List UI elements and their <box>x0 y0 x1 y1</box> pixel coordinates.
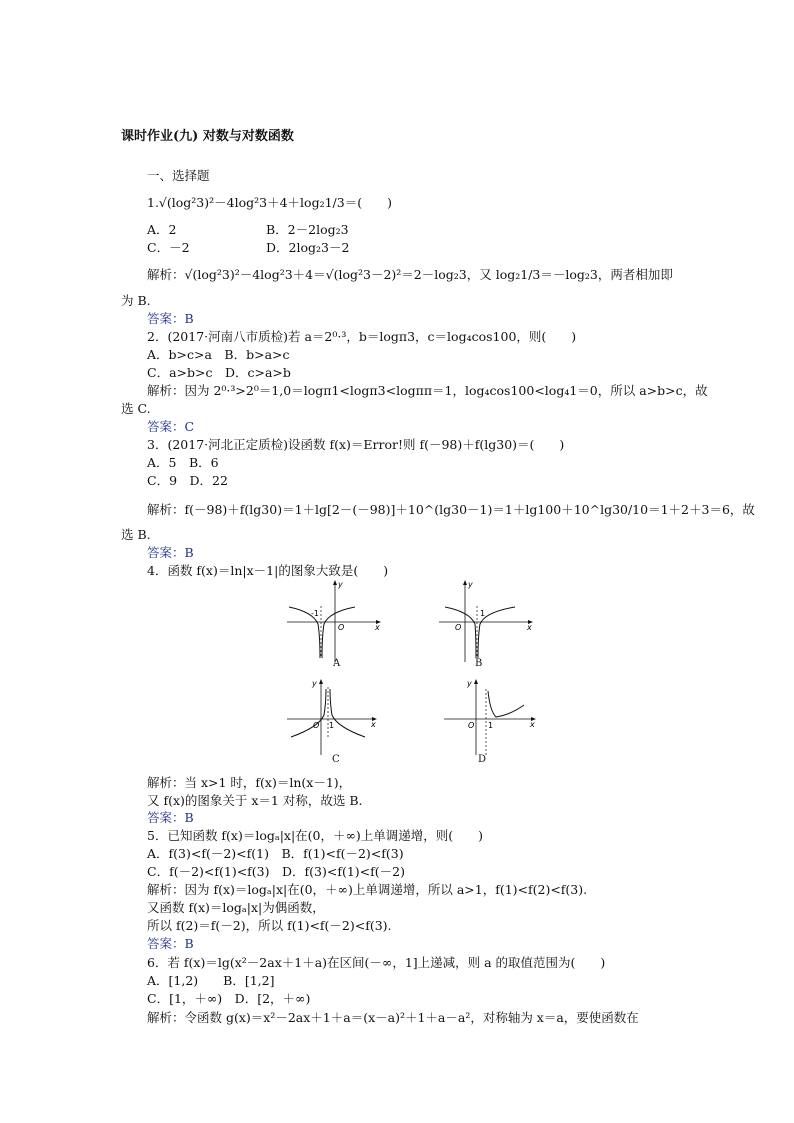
q1-option-c: C．－2 <box>147 240 190 255</box>
q5-analysis-1: 解析：因为 f(x)＝logₐ|x|在(0，＋∞)上单调递增，所以 a>1，f(1)<f(2)<f(3). <box>147 882 588 897</box>
graph-b <box>435 578 545 666</box>
graph-c-origin: O <box>313 721 320 730</box>
graph-c-x-label: x <box>371 720 376 729</box>
q1-option-d: D．2log₂3－2 <box>266 240 350 255</box>
q2-options-cd: C．a>b>c D．c>a>b <box>147 365 291 380</box>
q3-options-cd: C．9 D．22 <box>147 473 228 488</box>
graph-c <box>283 677 393 759</box>
section-heading: 一、选择题 <box>147 168 210 183</box>
q3-options-ab: A．5 B．6 <box>147 455 219 470</box>
q6-analysis: 解析：令函数 g(x)＝x²－2ax＋1＋a＝(x－a)²＋1＋a－a²，对称轴为 x＝a，要使函数在 <box>147 1010 639 1025</box>
q1-option-a: A．2 <box>147 222 177 237</box>
q3-answer: 答案：B <box>147 545 194 560</box>
q5-answer: 答案：B <box>147 936 194 951</box>
q5-stem: 5．已知函数 f(x)＝logₐ|x|在(0，＋∞)上单调递增，则( ) <box>147 828 484 843</box>
graph-a-y-label: y <box>338 580 343 589</box>
q5-options-cd: C．f(－2)<f(1)<f(3) D．f(3)<f(1)<f(－2) <box>147 864 405 879</box>
graph-d-origin: O <box>468 721 475 730</box>
graph-a-label: A <box>333 658 341 669</box>
q1-option-b: B．2－2log₂3 <box>266 222 349 237</box>
q5-analysis-2: 又函数 f(x)＝logₐ|x|为偶函数， <box>147 900 325 915</box>
q4-stem: 4．函数 f(x)＝ln|x－1|的图象大致是( ) <box>147 563 389 578</box>
q5-analysis-3: 所以 f(2)＝f(－2)，所以 f(1)<f(－2)<f(3). <box>147 918 392 933</box>
q5-options-ab: A．f(3)<f(－2)<f(1) B．f(1)<f(－2)<f(3) <box>147 846 404 861</box>
q2-analysis: 解析：因为 2⁰·³>2⁰＝1,0＝logπ1<logπ3<logππ＝1，log₄cos100<log₄1＝0，所以 a>b>c，故 <box>147 383 708 398</box>
graph-b-y-label: y <box>468 580 473 589</box>
graph-d-label: D <box>478 754 487 765</box>
graph-c-tick: 1 <box>329 721 335 730</box>
graph-b-origin: O <box>455 623 462 632</box>
q4-answer: 答案：B <box>147 810 194 825</box>
graph-a <box>283 578 393 666</box>
graph-d-tick: 1 <box>488 721 494 730</box>
q6-options-cd: C．[1，＋∞) D．[2，＋∞) <box>147 991 311 1006</box>
q2-stem: 2．(2017·河南八市质检)若 a＝2⁰·³，b＝logπ3，c＝log₄cos100，则( ) <box>147 329 577 344</box>
graph-d-y-label: y <box>467 679 472 688</box>
graph-c-y-label: y <box>312 679 317 688</box>
q6-options-ab: A．[1,2) B．[1,2] <box>147 973 275 988</box>
graph-b-tick: 1 <box>480 609 486 618</box>
q3-analysis: 解析：f(－98)＋f(lg30)＝1＋lg[2－(－98)]＋10^(lg30－1)＝1＋lg100＋10^lg30/10＝1＋2＋3＝6，故 <box>147 502 755 517</box>
page-title: 课时作业(九) 对数与对数函数 <box>121 129 294 144</box>
graph-a-x-label: x <box>375 623 380 632</box>
q2-options-ab: A．b>c>a B．b>a>c <box>147 347 290 362</box>
q4-analysis-2: 又 f(x)的图象关于 x＝1 对称，故选 B. <box>147 793 363 808</box>
graph-d-x-label: x <box>530 720 535 729</box>
q3-analysis-cont: 选 B. <box>121 527 151 542</box>
q1-analysis: 解析：√(log²3)²－4log²3＋4＝√(log²3－2)²＝2－log₂3，又 log₂1/3＝－log₂3，两者相加即 <box>147 267 673 282</box>
graph-c-label: C <box>332 754 340 765</box>
q2-answer: 答案：C <box>147 419 195 434</box>
q1-answer: 答案：B <box>147 311 194 326</box>
graph-d <box>440 677 550 759</box>
graph-b-x-label: x <box>527 623 532 632</box>
graph-b-label: B <box>475 658 483 669</box>
q3-stem: 3．(2017·河北正定质检)设函数 f(x)＝Error!则 f(－98)＋f(lg30)＝( ) <box>147 437 565 452</box>
q4-analysis-1: 解析：当 x>1 时，f(x)＝ln(x－1)， <box>147 775 352 790</box>
q2-analysis-cont: 选 C. <box>121 401 151 416</box>
graph-a-tick: -1 <box>311 609 319 618</box>
q1-stem: 1.√(log²3)²－4log²3＋4＋log₂1/3＝( ) <box>147 195 392 210</box>
graph-a-origin: O <box>338 623 345 632</box>
q1-analysis-cont: 为 B. <box>121 293 151 308</box>
q6-stem: 6．若 f(x)＝lg(x²－2ax＋1＋a)在区间(－∞，1]上递减，则 a 的取值范围为( ) <box>147 955 606 970</box>
